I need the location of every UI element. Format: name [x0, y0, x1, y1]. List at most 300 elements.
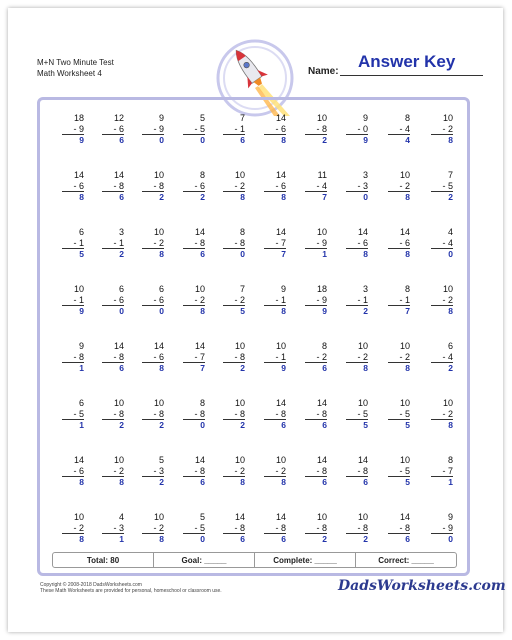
minuend: 5 — [199, 512, 205, 522]
complete-cell: Complete: _____ — [255, 553, 356, 567]
minuend: 14 — [275, 398, 286, 408]
subtrahend: - 7 — [183, 352, 205, 364]
subtraction-problem — [126, 284, 164, 317]
subtraction-problem — [126, 341, 164, 374]
subtraction-problem — [415, 398, 453, 431]
answer: 6 — [281, 534, 286, 544]
subtrahend: - 2 — [102, 466, 124, 478]
subtrahend: - 1 — [388, 295, 410, 307]
minuend: 10 — [442, 113, 453, 123]
minuend: 3 — [118, 227, 124, 237]
minuend: 14 — [113, 341, 124, 351]
minuend: 4 — [118, 512, 124, 522]
subtraction-problem — [126, 398, 164, 431]
answer: 8 — [200, 306, 205, 316]
minuend: 7 — [447, 170, 453, 180]
subtrahend: - 8 — [305, 124, 327, 136]
subtraction-problem — [248, 227, 286, 260]
minuend: 3 — [362, 170, 368, 180]
subtrahend: - 8 — [264, 409, 286, 421]
subtrahend: - 8 — [102, 409, 124, 421]
subtrahend: - 2 — [223, 181, 245, 193]
subtrahend: - 9 — [305, 295, 327, 307]
subtraction-problem — [46, 455, 84, 488]
answer: 8 — [448, 306, 453, 316]
subtraction-problem — [126, 455, 164, 488]
subtrahend: - 2 — [431, 295, 453, 307]
subtraction-problem — [415, 284, 453, 317]
subtrahend: - 1 — [62, 238, 84, 250]
answer: 6 — [240, 534, 245, 544]
answer: 5 — [79, 249, 84, 259]
subtrahend: - 4 — [431, 352, 453, 364]
answer: 6 — [119, 363, 124, 373]
subtrahend: - 1 — [62, 295, 84, 307]
subtraction-problem — [415, 341, 453, 374]
minuend: 12 — [113, 113, 124, 123]
answer: 8 — [363, 249, 368, 259]
subtraction-problem — [46, 398, 84, 431]
minuend: 10 — [316, 113, 327, 123]
brand-logo: DadsWorksheets.com — [338, 578, 506, 594]
problems-grid — [46, 113, 466, 569]
subtraction-problem — [330, 341, 368, 374]
answer: 2 — [159, 420, 164, 430]
answer: 8 — [159, 534, 164, 544]
subtrahend: - 8 — [142, 409, 164, 421]
subtrahend: - 8 — [305, 466, 327, 478]
subtrahend: - 5 — [388, 409, 410, 421]
subtrahend: - 6 — [183, 181, 205, 193]
subtrahend: - 8 — [183, 466, 205, 478]
minuend: 14 — [316, 398, 327, 408]
subtrahend: - 8 — [346, 466, 368, 478]
subtraction-problem — [207, 284, 245, 317]
answer: 8 — [405, 249, 410, 259]
minuend: 10 — [153, 227, 164, 237]
answer: 8 — [79, 192, 84, 202]
answer: 2 — [322, 135, 327, 145]
answer: 8 — [79, 477, 84, 487]
subtrahend: - 8 — [102, 181, 124, 193]
minuend: 8 — [321, 341, 327, 351]
subtrahend: - 2 — [346, 352, 368, 364]
minuend: 10 — [234, 170, 245, 180]
subtraction-problem — [248, 170, 286, 203]
subtrahend: - 2 — [183, 295, 205, 307]
answer: 8 — [448, 420, 453, 430]
name-label: Name: — [308, 66, 339, 77]
subtrahend: - 4 — [388, 124, 410, 136]
subtraction-problem — [372, 512, 410, 545]
minuend: 6 — [78, 398, 84, 408]
minuend: 7 — [239, 113, 245, 123]
minuend: 10 — [194, 284, 205, 294]
subtrahend: - 6 — [388, 238, 410, 250]
answer: 6 — [322, 477, 327, 487]
minuend: 14 — [275, 170, 286, 180]
correct-cell: Correct: _____ — [378, 555, 434, 565]
answer: 6 — [240, 135, 245, 145]
subtrahend: - 9 — [142, 124, 164, 136]
subtrahend: - 3 — [346, 181, 368, 193]
subtraction-problem — [86, 341, 124, 374]
usage-line: These Math Worksheets are provided for personal, homeschool or classroom use. — [40, 588, 222, 594]
answer: 2 — [200, 192, 205, 202]
answer: 9 — [79, 306, 84, 316]
subtrahend: - 1 — [346, 295, 368, 307]
copyright — [40, 582, 222, 594]
minuend: 14 — [275, 227, 286, 237]
subtraction-problem — [289, 284, 327, 317]
subtrahend: - 2 — [305, 352, 327, 364]
minuend: 14 — [194, 341, 205, 351]
subtraction-problem — [46, 113, 84, 146]
answer: 2 — [448, 363, 453, 373]
answer: 6 — [200, 249, 205, 259]
minuend: 10 — [357, 512, 368, 522]
subtraction-problem — [248, 398, 286, 431]
subtraction-problem — [330, 227, 368, 260]
subtraction-problem — [330, 398, 368, 431]
answer: 0 — [448, 249, 453, 259]
minuend: 10 — [153, 398, 164, 408]
subtrahend: - 8 — [183, 238, 205, 250]
answer: 7 — [200, 363, 205, 373]
subtraction-problem — [330, 284, 368, 317]
subtraction-problem — [86, 170, 124, 203]
answer: 0 — [240, 249, 245, 259]
answer: 2 — [159, 477, 164, 487]
minuend: 8 — [447, 455, 453, 465]
minuend: 10 — [73, 512, 84, 522]
minuend: 8 — [404, 284, 410, 294]
subtrahend: - 7 — [431, 466, 453, 478]
problem-row — [46, 227, 466, 284]
minuend: 8 — [404, 113, 410, 123]
minuend: 18 — [316, 284, 327, 294]
answer: 8 — [240, 192, 245, 202]
answer: 9 — [322, 306, 327, 316]
answer: 0 — [159, 306, 164, 316]
subtraction-problem — [289, 170, 327, 203]
subtrahend: - 1 — [223, 124, 245, 136]
minuend: 8 — [199, 398, 205, 408]
subtrahend: - 2 — [223, 466, 245, 478]
subtrahend: - 3 — [102, 523, 124, 535]
answer: 2 — [448, 192, 453, 202]
minuend: 14 — [357, 455, 368, 465]
subtrahend: - 7 — [264, 238, 286, 250]
minuend: 10 — [234, 341, 245, 351]
minuend: 18 — [73, 113, 84, 123]
subtrahend: - 8 — [142, 181, 164, 193]
subtrahend: - 8 — [223, 409, 245, 421]
subtraction-problem — [207, 398, 245, 431]
copyright-line: Copyright © 2008-2018 DadsWorksheets.com — [40, 582, 142, 588]
answer: 8 — [363, 363, 368, 373]
subtrahend: - 5 — [62, 409, 84, 421]
answer: 0 — [200, 135, 205, 145]
subtraction-problem — [46, 284, 84, 317]
subtraction-problem — [330, 113, 368, 146]
answer: 8 — [281, 192, 286, 202]
answer: 4 — [405, 135, 410, 145]
subtrahend: - 4 — [431, 238, 453, 250]
subtraction-problem — [415, 113, 453, 146]
subtrahend: - 6 — [102, 124, 124, 136]
answer: 1 — [79, 420, 84, 430]
problem-row — [46, 284, 466, 341]
minuend: 14 — [73, 455, 84, 465]
answer: 1 — [119, 534, 124, 544]
subtraction-problem — [330, 170, 368, 203]
minuend: 10 — [73, 284, 84, 294]
answer: 6 — [281, 420, 286, 430]
answer-key-label: Answer Key — [358, 52, 456, 71]
subtrahend: - 5 — [183, 124, 205, 136]
subtrahend: - 6 — [264, 124, 286, 136]
subtraction-problem — [248, 284, 286, 317]
minuend: 3 — [362, 284, 368, 294]
subtraction-problem — [289, 341, 327, 374]
answer: 8 — [159, 363, 164, 373]
subtraction-problem — [86, 227, 124, 260]
answer: 2 — [240, 420, 245, 430]
minuend: 9 — [362, 113, 368, 123]
subtraction-problem — [86, 284, 124, 317]
subtraction-problem — [126, 170, 164, 203]
answer: 2 — [119, 249, 124, 259]
minuend: 14 — [153, 341, 164, 351]
subtrahend: - 6 — [62, 181, 84, 193]
minuend: 9 — [280, 284, 286, 294]
minuend: 14 — [316, 455, 327, 465]
minuend: 14 — [73, 170, 84, 180]
subtraction-problem — [372, 113, 410, 146]
subtraction-problem — [46, 341, 84, 374]
subtrahend: - 8 — [223, 523, 245, 535]
subtrahend: - 5 — [183, 523, 205, 535]
subtraction-problem — [289, 512, 327, 545]
answer: 7 — [322, 192, 327, 202]
minuend: 14 — [399, 512, 410, 522]
subtrahend: - 8 — [388, 523, 410, 535]
subtraction-problem — [207, 170, 245, 203]
subtraction-problem — [415, 512, 453, 545]
subtrahend: - 0 — [346, 124, 368, 136]
answer: 6 — [200, 477, 205, 487]
minuend: 10 — [316, 227, 327, 237]
answer: 9 — [281, 363, 286, 373]
answer: 0 — [448, 534, 453, 544]
answer: 5 — [405, 477, 410, 487]
answer: 8 — [281, 135, 286, 145]
answer: 1 — [79, 363, 84, 373]
answer: 6 — [322, 420, 327, 430]
subtraction-problem — [289, 113, 327, 146]
minuend: 14 — [275, 512, 286, 522]
answer: 5 — [405, 420, 410, 430]
answer: 6 — [322, 363, 327, 373]
subtraction-problem — [248, 455, 286, 488]
minuend: 7 — [239, 284, 245, 294]
minuend: 4 — [447, 227, 453, 237]
subtrahend: - 6 — [346, 238, 368, 250]
minuend: 6 — [158, 284, 164, 294]
subtraction-problem — [415, 227, 453, 260]
subtraction-problem — [289, 398, 327, 431]
minuend: 10 — [275, 455, 286, 465]
minuend: 14 — [194, 227, 205, 237]
subtraction-problem — [372, 227, 410, 260]
answer: 8 — [281, 477, 286, 487]
minuend: 10 — [153, 512, 164, 522]
worksheet-title: M+N Two Minute Test — [37, 58, 114, 67]
minuend: 14 — [357, 227, 368, 237]
subtrahend: - 8 — [102, 352, 124, 364]
minuend: 6 — [447, 341, 453, 351]
answer: 5 — [240, 306, 245, 316]
subtraction-problem — [248, 512, 286, 545]
subtraction-problem — [415, 455, 453, 488]
subtraction-problem — [46, 227, 84, 260]
subtrahend: - 9 — [305, 238, 327, 250]
answer: 6 — [119, 135, 124, 145]
subtrahend: - 2 — [431, 409, 453, 421]
subtrahend: - 2 — [388, 181, 410, 193]
subtrahend: - 6 — [62, 466, 84, 478]
subtraction-problem — [46, 512, 84, 545]
minuend: 10 — [316, 512, 327, 522]
subtrahend: - 2 — [142, 238, 164, 250]
minuend: 9 — [78, 341, 84, 351]
answer: 8 — [119, 477, 124, 487]
subtrahend: - 5 — [388, 466, 410, 478]
subtraction-problem — [415, 170, 453, 203]
subtrahend: - 9 — [62, 124, 84, 136]
answer: 0 — [119, 306, 124, 316]
answer: 5 — [363, 420, 368, 430]
subtraction-problem — [46, 170, 84, 203]
subtraction-problem — [207, 455, 245, 488]
subtrahend: - 3 — [142, 466, 164, 478]
subtrahend: - 8 — [183, 409, 205, 421]
minuend: 10 — [113, 398, 124, 408]
answer: 8 — [159, 249, 164, 259]
subtrahend: - 6 — [264, 181, 286, 193]
subtraction-problem — [372, 341, 410, 374]
subtrahend: - 5 — [431, 181, 453, 193]
minuend: 5 — [158, 455, 164, 465]
minuend: 8 — [239, 227, 245, 237]
name-field[interactable] — [340, 75, 483, 76]
goal-cell: Goal: _____ — [154, 553, 255, 567]
subtraction-problem — [372, 455, 410, 488]
subtraction-problem — [167, 170, 205, 203]
subtraction-problem — [167, 398, 205, 431]
subtraction-problem — [167, 284, 205, 317]
minuend: 10 — [153, 170, 164, 180]
subtraction-problem — [289, 227, 327, 260]
subtrahend: - 2 — [388, 352, 410, 364]
minuend: 14 — [113, 170, 124, 180]
minuend: 10 — [357, 398, 368, 408]
minuend: 8 — [199, 170, 205, 180]
answer: 0 — [200, 534, 205, 544]
answer: 0 — [363, 192, 368, 202]
answer: 1 — [448, 477, 453, 487]
subtrahend: - 2 — [142, 523, 164, 535]
answer: 2 — [240, 363, 245, 373]
subtraction-problem — [207, 227, 245, 260]
problem-row — [46, 455, 466, 512]
subtrahend: - 9 — [431, 523, 453, 535]
subtrahend: - 8 — [62, 352, 84, 364]
answer: 6 — [405, 534, 410, 544]
subtraction-problem — [126, 512, 164, 545]
subtrahend: - 4 — [305, 181, 327, 193]
subtraction-problem — [167, 341, 205, 374]
minuend: 10 — [399, 170, 410, 180]
subtraction-problem — [207, 113, 245, 146]
worksheet-subtitle: Math Worksheet 4 — [37, 69, 102, 78]
answer: 8 — [240, 477, 245, 487]
minuend: 6 — [78, 227, 84, 237]
answer: 0 — [159, 135, 164, 145]
subtraction-problem — [126, 113, 164, 146]
subtrahend: - 6 — [102, 295, 124, 307]
subtrahend: - 2 — [223, 295, 245, 307]
answer: 2 — [363, 534, 368, 544]
worksheet-header — [37, 57, 114, 79]
minuend: 6 — [118, 284, 124, 294]
answer: 2 — [322, 534, 327, 544]
minuend: 10 — [442, 398, 453, 408]
answer: 2 — [119, 420, 124, 430]
minuend: 10 — [399, 455, 410, 465]
minuend: 10 — [234, 398, 245, 408]
answer: 8 — [79, 534, 84, 544]
subtraction-problem — [126, 227, 164, 260]
minuend: 10 — [275, 341, 286, 351]
subtraction-problem — [207, 341, 245, 374]
answer: 8 — [405, 363, 410, 373]
subtraction-problem — [330, 455, 368, 488]
answer: 2 — [159, 192, 164, 202]
subtraction-problem — [248, 113, 286, 146]
subtrahend: - 6 — [142, 295, 164, 307]
subtrahend: - 8 — [264, 523, 286, 535]
subtraction-problem — [167, 227, 205, 260]
problem-row — [46, 113, 466, 170]
minuend: 14 — [275, 113, 286, 123]
problem-row — [46, 398, 466, 455]
answer: 1 — [322, 249, 327, 259]
answer: 7 — [281, 249, 286, 259]
subtraction-problem — [86, 455, 124, 488]
subtraction-problem — [86, 512, 124, 545]
subtraction-problem — [207, 512, 245, 545]
subtraction-problem — [86, 398, 124, 431]
subtrahend: - 8 — [305, 409, 327, 421]
score-bar — [52, 552, 457, 568]
answer: 8 — [405, 192, 410, 202]
subtraction-problem — [372, 398, 410, 431]
minuend: 14 — [234, 512, 245, 522]
minuend: 10 — [399, 341, 410, 351]
subtrahend: - 8 — [223, 352, 245, 364]
